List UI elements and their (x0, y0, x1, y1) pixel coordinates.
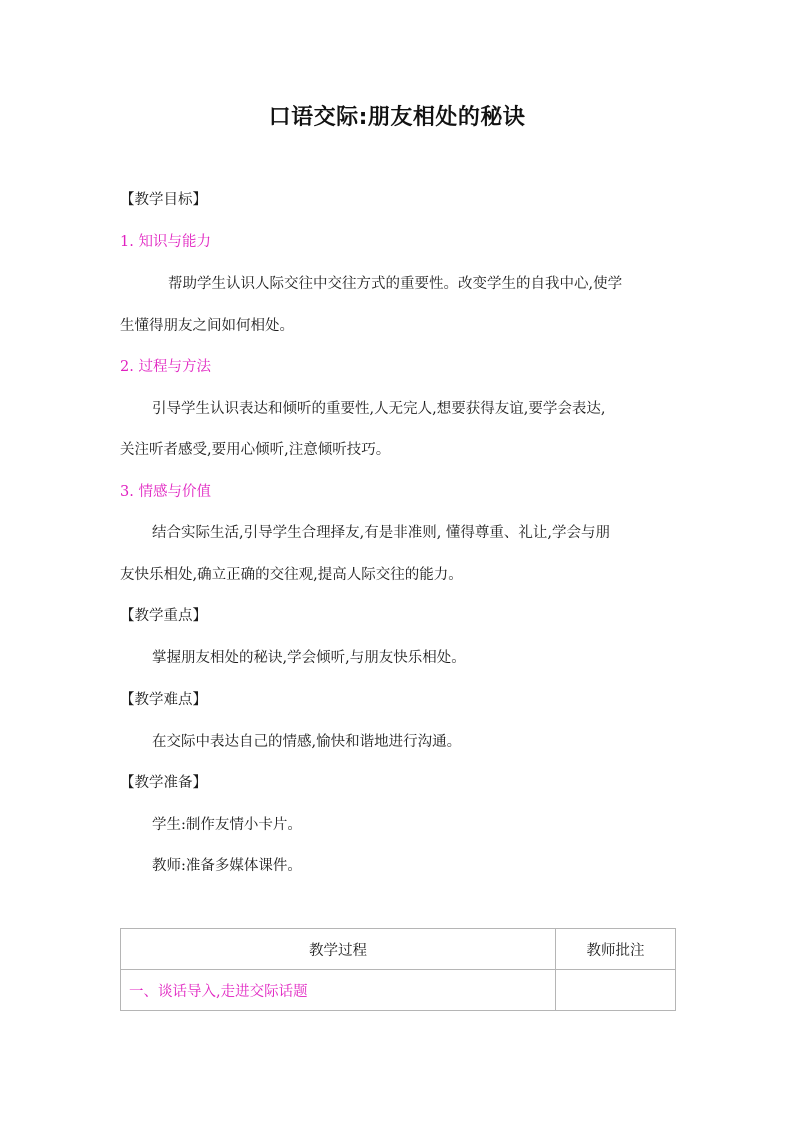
page-title: 口语交际:朋友相处的秘诀 (268, 105, 526, 130)
emotion-heading: 3. 情感与价值 (120, 484, 211, 500)
difficulty-heading: 【教学难点】 (120, 692, 207, 708)
process-text-line2: 关注听者感受,要用心倾听,注意倾听技巧。 (120, 442, 391, 458)
emotion-text-line2: 友快乐相处,确立正确的交往观,提高人际交往的能力。 (120, 567, 463, 583)
difficulty-text: 在交际中表达自己的情感,愉快和谐地进行沟通。 (152, 734, 462, 750)
knowledge-text-line2: 生懂得朋友之间如何相处。 (120, 318, 294, 334)
emotion-text-line1: 结合实际生活,引导学生合理择友,有是非准则, 懂得尊重、礼让,学会与朋 (152, 525, 611, 541)
objectives-heading: 【教学目标】 (120, 192, 207, 208)
teaching-process-table (120, 928, 676, 1011)
table-row (121, 970, 676, 1011)
row-notes-cell (556, 970, 676, 1011)
header-notes-cell: 教师批注 (556, 929, 676, 970)
prep-heading: 【教学准备】 (120, 775, 207, 791)
keypoint-text: 掌握朋友相处的秘诀,学会倾听,与朋友快乐相处。 (152, 650, 466, 666)
header-process-cell: 教学过程 (121, 929, 556, 970)
prep-student-text: 学生:制作友情小卡片。 (152, 817, 302, 833)
process-heading: 2. 过程与方法 (120, 359, 211, 375)
row-process-cell: 一、谈话导入,走进交际话题 (121, 970, 556, 1011)
prep-teacher-text: 教师:准备多媒体课件。 (152, 858, 302, 874)
table-header-row (121, 929, 676, 970)
knowledge-heading: 1. 知识与能力 (120, 234, 211, 250)
keypoint-heading: 【教学重点】 (120, 608, 207, 624)
process-text-line1: 引导学生认识表达和倾听的重要性,人无完人,想要获得友谊,要学会表达, (152, 401, 606, 417)
knowledge-text-line1: 帮助学生认识人际交往中交往方式的重要性。改变学生的自我中心,使学 (168, 276, 623, 292)
